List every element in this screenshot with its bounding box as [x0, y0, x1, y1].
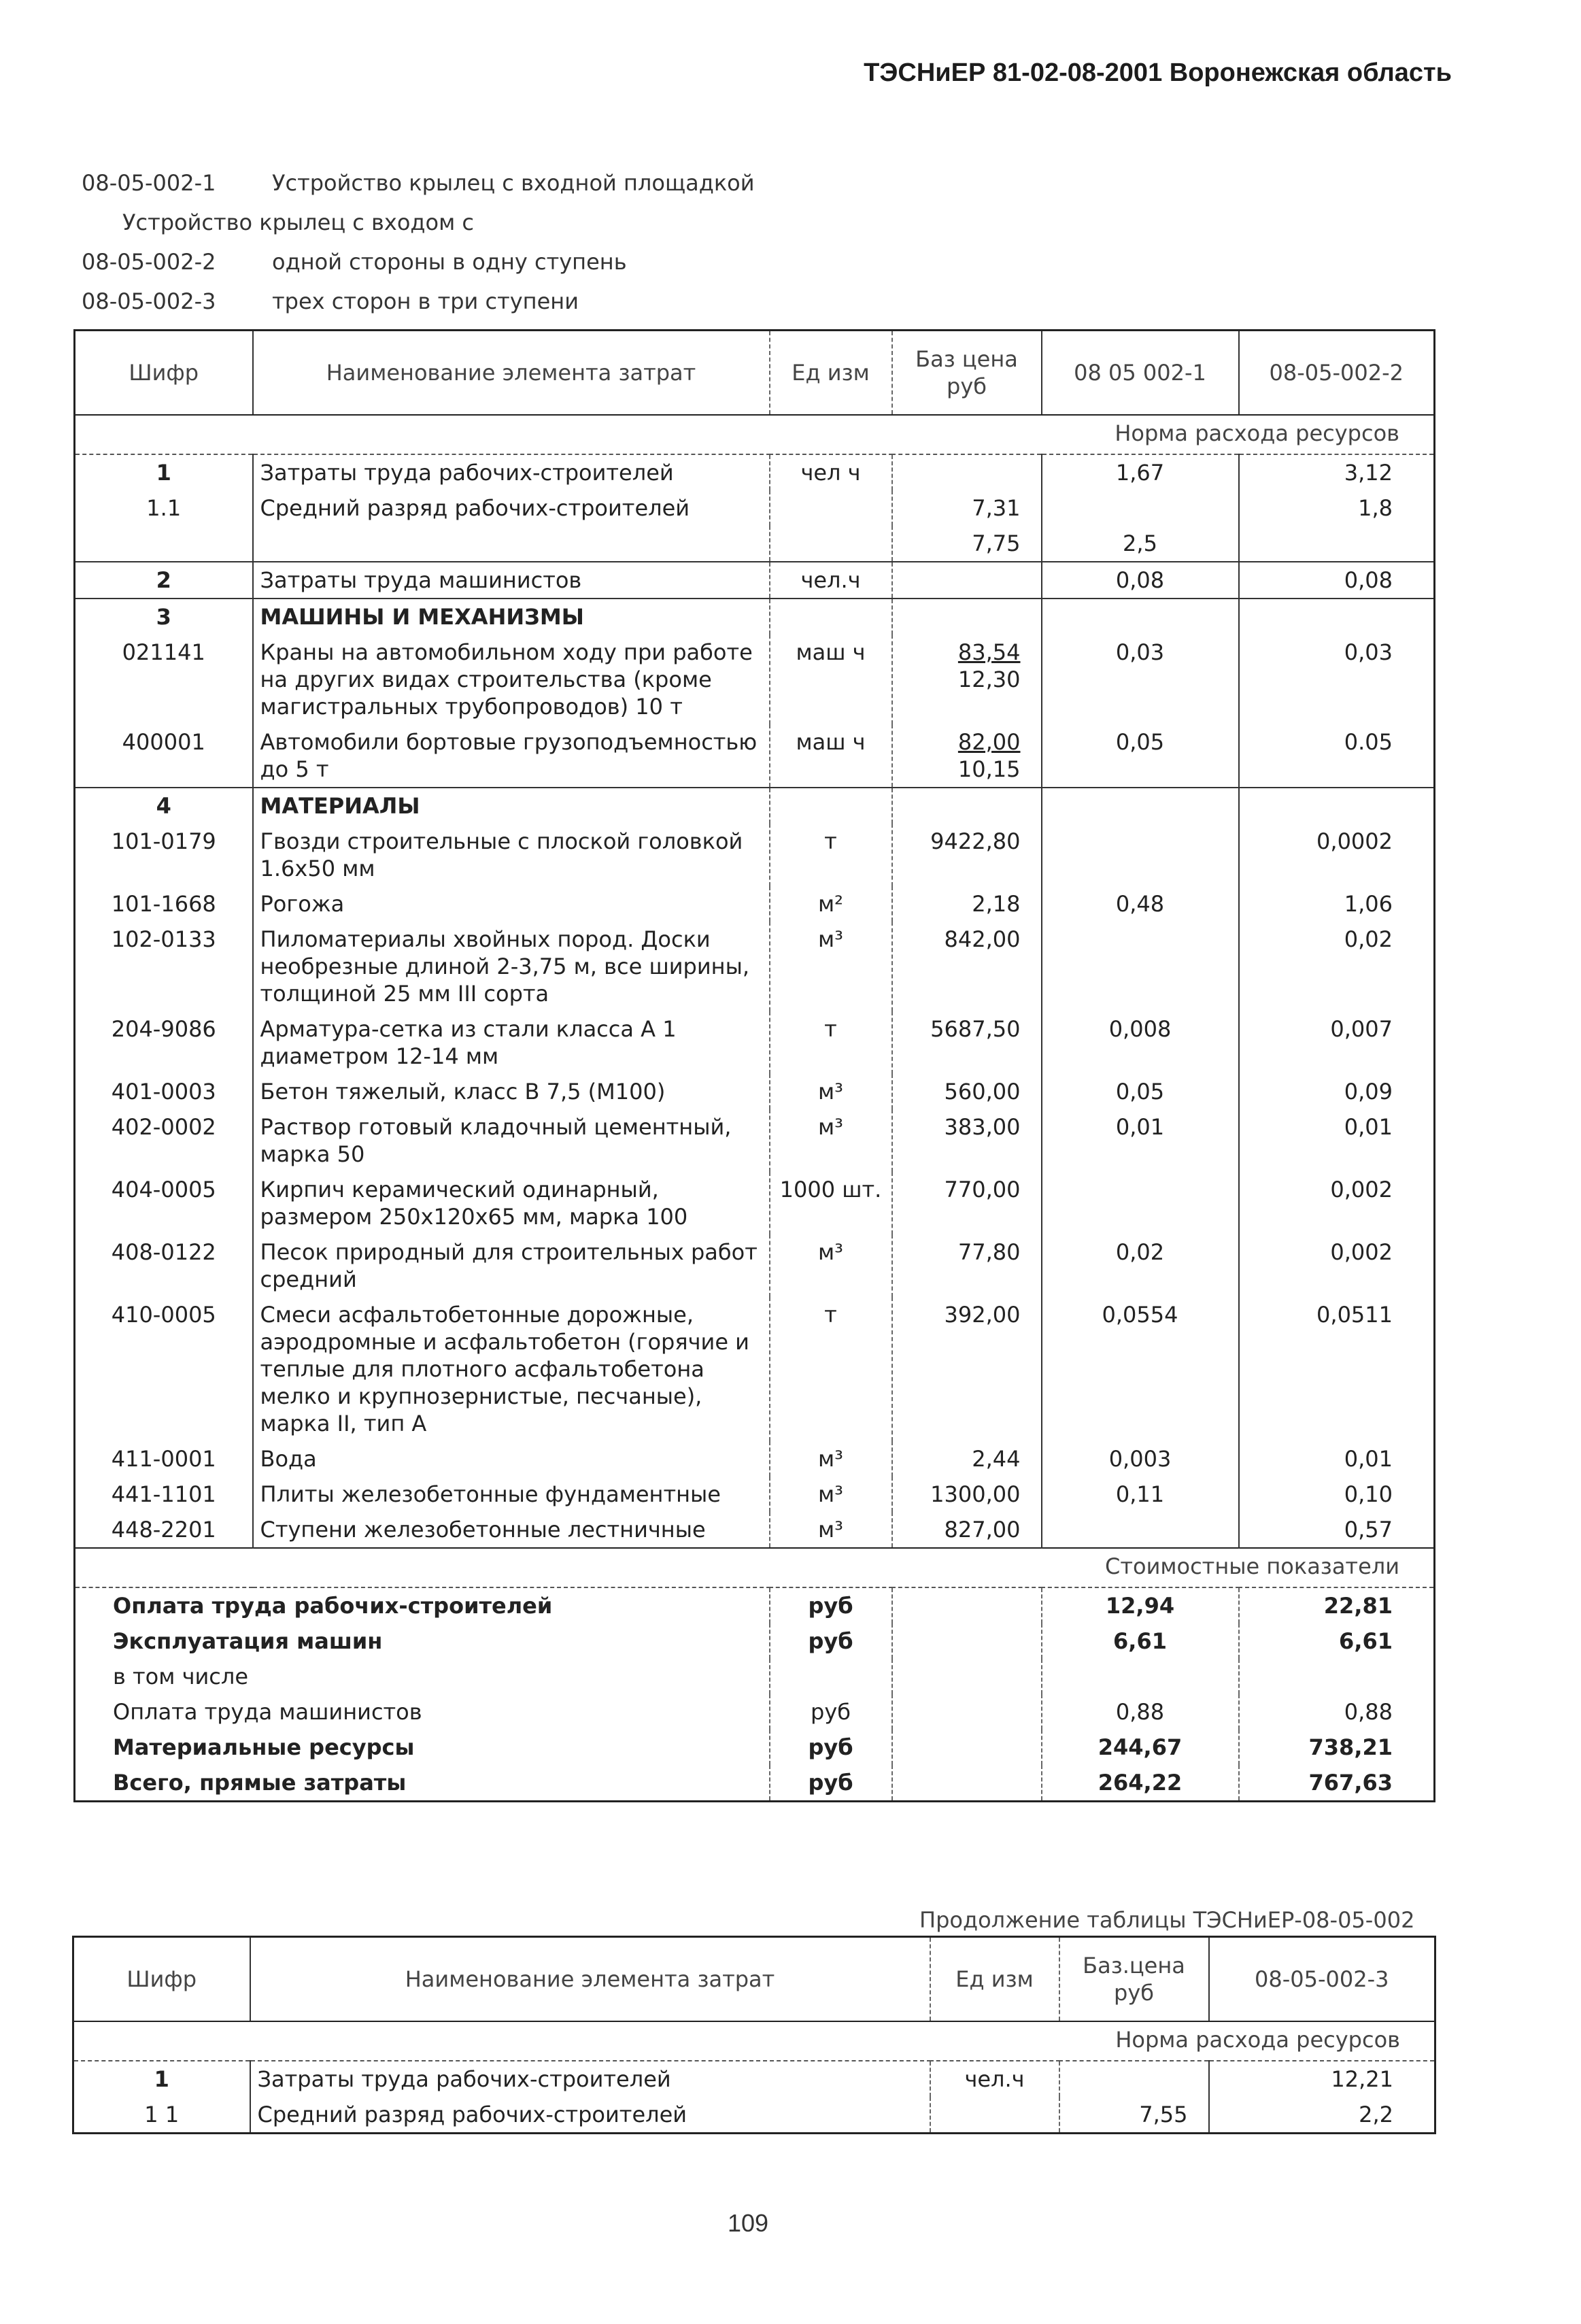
row-variant-2: 1,06 — [1239, 886, 1435, 922]
summary-label: Оплата труда рабочих-строителей — [113, 1593, 553, 1619]
table-row — [75, 454, 1435, 490]
table-row — [75, 635, 1435, 724]
row-variant-2: 0,002 — [1239, 1234, 1435, 1297]
row-unit — [770, 599, 892, 635]
header-unit: Ед изм — [930, 1937, 1059, 2022]
table-row — [75, 490, 1435, 526]
row-name: Арматура-сетка из стали класса А 1 диаметром 12-14 мм — [253, 1011, 770, 1074]
summary-variant-2: 6,61 — [1239, 1623, 1435, 1659]
row-name: Затраты труда рабочих-строителей — [253, 454, 770, 490]
row-price: 7,31 — [892, 490, 1042, 526]
row-variant-1: 0,08 — [1042, 562, 1239, 599]
summary-variant-1: 0,88 — [1042, 1694, 1239, 1730]
row-variant-3: 2,2 — [1209, 2097, 1435, 2134]
row-price: 392,00 — [892, 1297, 1042, 1441]
summary-price-empty — [892, 1587, 1042, 1623]
header-variant-1: 08 05 002-1 — [1042, 331, 1239, 416]
row-unit: 1000 шт. — [770, 1172, 892, 1234]
row-unit: м³ — [770, 1234, 892, 1297]
row-name: Автомобили бортовые грузоподъемностью до 5 т — [253, 724, 770, 788]
table-row — [75, 1441, 1435, 1477]
summary-label: Материальные ресурсы — [113, 1734, 415, 1760]
row-variant-1: 0,008 — [1042, 1011, 1239, 1074]
row-variant-1: 0,02 — [1042, 1234, 1239, 1297]
row-unit — [770, 788, 892, 824]
row-name: Ступени железобетонные лестничные — [253, 1512, 770, 1548]
row-variant-2 — [1239, 526, 1435, 562]
summary-unit — [770, 1659, 892, 1694]
header-name: Наименование элемента затрат — [250, 1937, 930, 2022]
table-row — [75, 599, 1435, 635]
row-variant-1: 0,11 — [1042, 1477, 1239, 1512]
row-name: Затраты труда рабочих-строителей — [250, 2061, 930, 2097]
summary-price-empty — [892, 1694, 1042, 1730]
cost-label: Стоимостные показатели — [75, 1548, 1435, 1587]
intro-text: Устройство крылец с входной площадкой — [272, 170, 755, 196]
row-code: 410-0005 — [111, 1302, 216, 1328]
norm-label-row — [75, 415, 1435, 454]
row-code: 411-0001 — [111, 1446, 216, 1472]
row-code: 1.1 — [146, 495, 182, 521]
row-variant-1 — [1042, 1172, 1239, 1234]
summary-variant-2: 22,81 — [1239, 1587, 1435, 1623]
row-price-value: 82,00 — [957, 729, 1021, 755]
row-variant-2: 0,02 — [1239, 922, 1435, 1011]
row-name: Песок природный для строительных работ средний — [253, 1234, 770, 1297]
row-code: 1 — [154, 2066, 169, 2092]
intro-code: 08-05-002-1 — [82, 170, 216, 196]
row-variant-2: 0.05 — [1239, 724, 1435, 788]
summary-price-empty — [892, 1623, 1042, 1659]
summary-variant-1: 6,61 — [1042, 1623, 1239, 1659]
row-price: 77,80 — [892, 1234, 1042, 1297]
row-variant-1: 0,01 — [1042, 1109, 1239, 1172]
row-variant-2: 3,12 — [1239, 454, 1435, 490]
row-code: 1 1 — [144, 2102, 180, 2127]
table-row — [73, 2097, 1435, 2134]
summary-variant-2: 0,88 — [1239, 1694, 1435, 1730]
table-row — [75, 724, 1435, 788]
norm-label: Норма расхода ресурсов — [75, 415, 1435, 454]
row-name — [253, 526, 770, 562]
row-name: Кирпич керамический одинарный, размером 250х120х65 мм, марка 100 — [253, 1172, 770, 1234]
header-variant-2: 08-05-002-2 — [1239, 331, 1435, 416]
row-unit: чел ч — [770, 454, 892, 490]
row-code: 021141 — [122, 639, 205, 665]
summary-variant-2: 767,63 — [1239, 1765, 1435, 1802]
resource-norm-table-continued — [72, 1936, 1436, 2134]
row-price: 770,00 — [892, 1172, 1042, 1234]
row-name: Пиломатериалы хвойных пород. Доски необрезные длиной 2-3,75 м, все ширины, толщиной 25 мм III сорта — [253, 922, 770, 1011]
row-variant-2: 0,03 — [1239, 635, 1435, 724]
row-variant-2: 1,8 — [1239, 490, 1435, 526]
intro-code: 08-05-002-3 — [82, 288, 216, 314]
row-variant-2: 0,08 — [1239, 562, 1435, 599]
row-code: 2 — [75, 562, 253, 599]
row-price: 842,00 — [892, 922, 1042, 1011]
row-price: 5687,50 — [892, 1011, 1042, 1074]
row-variant-1: 2,5 — [1042, 526, 1239, 562]
header-variant-3: 08-05-002-3 — [1209, 1937, 1435, 2022]
summary-row — [75, 1659, 1435, 1694]
summary-label: Эксплуатация машин — [113, 1628, 383, 1654]
table-row — [75, 1297, 1435, 1441]
table-row — [75, 824, 1435, 886]
row-code: 1 — [156, 460, 171, 486]
row-price — [892, 562, 1042, 599]
header-name: Наименование элемента затрат — [253, 331, 770, 416]
row-code — [75, 526, 253, 562]
row-variant-1: 0,003 — [1042, 1441, 1239, 1477]
row-code: 448-2201 — [111, 1517, 216, 1543]
table-row — [75, 1011, 1435, 1074]
row-variant-3: 12,21 — [1209, 2061, 1435, 2097]
row-name: Бетон тяжелый, класс В 7,5 (М100) — [253, 1074, 770, 1109]
summary-row — [75, 1623, 1435, 1659]
intro-line — [82, 282, 755, 321]
row-price: 383,00 — [892, 1109, 1042, 1172]
header-code: Шифр — [75, 331, 253, 416]
row-price — [892, 724, 1042, 788]
row-variant-1: 0,05 — [1042, 1074, 1239, 1109]
page-number: 109 — [728, 2209, 769, 2237]
header-unit: Ед изм — [770, 331, 892, 416]
row-unit: т — [770, 824, 892, 886]
row-price: 7,55 — [1059, 2097, 1209, 2134]
row-price: 7,75 — [892, 526, 1042, 562]
continuation-title: Продолжение таблицы ТЭСНиЕР-08-05-002 — [919, 1907, 1415, 1933]
row-unit: м³ — [770, 1074, 892, 1109]
summary-label: Оплата труда машинистов — [113, 1699, 422, 1725]
table-row — [75, 1234, 1435, 1297]
row-unit: т — [770, 1011, 892, 1074]
intro-line — [82, 242, 755, 282]
header-price: Баз цена руб — [892, 331, 1042, 416]
row-price — [892, 454, 1042, 490]
table-row — [73, 2061, 1435, 2097]
row-variant-1: 0,0554 — [1042, 1297, 1239, 1441]
row-code: 101-0179 — [111, 828, 216, 854]
summary-unit: руб — [770, 1730, 892, 1765]
row-variant-2 — [1239, 788, 1435, 824]
intro-line — [82, 163, 755, 203]
row-name: МАТЕРИАЛЫ — [253, 788, 770, 824]
summary-unit: руб — [770, 1623, 892, 1659]
row-unit: м³ — [770, 1477, 892, 1512]
row-variant-2: 0,0511 — [1239, 1297, 1435, 1441]
row-name: Средний разряд рабочих-строителей — [253, 490, 770, 526]
row-price-machinist: 10,15 — [957, 756, 1021, 782]
row-code: 404-0005 — [111, 1177, 216, 1202]
row-variant-1: 0,03 — [1042, 635, 1239, 724]
summary-price-empty — [892, 1659, 1042, 1694]
intro-code: 08-05-002-2 — [82, 249, 216, 275]
row-code: 204-9086 — [111, 1016, 216, 1042]
row-code: 400001 — [122, 729, 205, 755]
summary-row — [75, 1730, 1435, 1765]
row-price — [892, 788, 1042, 824]
summary-row — [75, 1694, 1435, 1730]
summary-unit: руб — [770, 1587, 892, 1623]
header-price: Баз.цена руб — [1059, 1937, 1209, 2022]
table-row — [75, 788, 1435, 824]
summary-variant-1: 264,22 — [1042, 1765, 1239, 1802]
table-header-row — [75, 331, 1435, 416]
row-variant-2: 0,10 — [1239, 1477, 1435, 1512]
row-variant-1 — [1042, 788, 1239, 824]
row-price: 9422,80 — [892, 824, 1042, 886]
summary-price-empty — [892, 1730, 1042, 1765]
summary-price-empty — [892, 1765, 1042, 1802]
row-name: Средний разряд рабочих-строителей — [250, 2097, 930, 2134]
table-row — [75, 526, 1435, 562]
table-header-row — [73, 1937, 1435, 2022]
document-header-title: ТЭСНиЕР 81-02-08-2001 Воронежская область — [864, 58, 1452, 87]
row-unit — [770, 526, 892, 562]
row-name: Раствор готовый кладочный цементный, марка 50 — [253, 1109, 770, 1172]
row-code: 3 — [75, 599, 253, 635]
row-name: Смеси асфальтобетонные дорожные, аэродромные и асфальтобетон (горячие и теплые для плотного асфальтобетона мелко и крупнозернистые, песчаные), марка II, тип А — [253, 1297, 770, 1441]
row-unit — [770, 490, 892, 526]
row-unit: м² — [770, 886, 892, 922]
table-row — [75, 562, 1435, 599]
row-price-value: 83,54 — [957, 639, 1021, 665]
row-variant-2: 0,01 — [1239, 1441, 1435, 1477]
row-variant-2: 0,09 — [1239, 1074, 1435, 1109]
row-unit — [930, 2097, 1059, 2134]
row-variant-1 — [1042, 490, 1239, 526]
row-variant-2: 0,01 — [1239, 1109, 1435, 1172]
row-price — [1059, 2061, 1209, 2097]
intro-text: Устройство крылец с входом с — [122, 209, 475, 235]
row-variant-2 — [1239, 599, 1435, 635]
row-unit: м³ — [770, 1512, 892, 1548]
row-price-machinist: 12,30 — [957, 667, 1021, 692]
intro-block — [82, 163, 755, 321]
summary-unit: руб — [770, 1765, 892, 1802]
summary-row — [75, 1587, 1435, 1623]
row-name: Вода — [253, 1441, 770, 1477]
row-variant-1 — [1042, 1512, 1239, 1548]
summary-variant-2: 738,21 — [1239, 1730, 1435, 1765]
row-price — [892, 635, 1042, 724]
header-code: Шифр — [73, 1937, 250, 2022]
row-price: 1300,00 — [892, 1477, 1042, 1512]
cost-label-row — [75, 1548, 1435, 1587]
row-unit: м³ — [770, 922, 892, 1011]
intro-line — [82, 203, 755, 242]
row-variant-1 — [1042, 824, 1239, 886]
row-name: Гвозди строительные с плоской головкой 1.6х50 мм — [253, 824, 770, 886]
row-unit: маш ч — [770, 635, 892, 724]
row-name: Плиты железобетонные фундаментные — [253, 1477, 770, 1512]
row-price: 827,00 — [892, 1512, 1042, 1548]
summary-row — [75, 1765, 1435, 1802]
row-unit: т — [770, 1297, 892, 1441]
row-price — [892, 599, 1042, 635]
row-code: 408-0122 — [111, 1239, 216, 1265]
summary-label: Всего, прямые затраты — [113, 1770, 407, 1796]
row-variant-1: 0,48 — [1042, 886, 1239, 922]
summary-variant-1: 244,67 — [1042, 1730, 1239, 1765]
row-variant-1 — [1042, 599, 1239, 635]
summary-variant-1 — [1042, 1659, 1239, 1694]
row-variant-2: 0,002 — [1239, 1172, 1435, 1234]
row-code: 402-0002 — [111, 1114, 216, 1140]
table-row — [75, 922, 1435, 1011]
row-unit: чел.ч — [770, 562, 892, 599]
row-variant-1: 1,67 — [1042, 454, 1239, 490]
row-name: МАШИНЫ И МЕХАНИЗМЫ — [253, 599, 770, 635]
row-variant-1: 0,05 — [1042, 724, 1239, 788]
table-row — [75, 1477, 1435, 1512]
row-name: Рогожа — [253, 886, 770, 922]
row-price: 560,00 — [892, 1074, 1042, 1109]
row-price: 2,44 — [892, 1441, 1042, 1477]
row-name: Затраты труда машинистов — [253, 562, 770, 599]
norm-label-row — [73, 2021, 1435, 2061]
table-row — [75, 1172, 1435, 1234]
row-code: 441-1101 — [111, 1481, 216, 1507]
intro-text: одной стороны в одну ступень — [272, 249, 627, 275]
row-variant-2: 0,0002 — [1239, 824, 1435, 886]
row-code: 4 — [75, 788, 253, 824]
norm-label: Норма расхода ресурсов — [73, 2021, 1435, 2061]
summary-unit: руб — [770, 1694, 892, 1730]
summary-variant-1: 12,94 — [1042, 1587, 1239, 1623]
row-code: 102-0133 — [111, 926, 216, 952]
row-variant-2: 0,57 — [1239, 1512, 1435, 1548]
table-row — [75, 1074, 1435, 1109]
row-variant-2: 0,007 — [1239, 1011, 1435, 1074]
row-unit: м³ — [770, 1441, 892, 1477]
row-variant-1 — [1042, 922, 1239, 1011]
table-row — [75, 1109, 1435, 1172]
summary-variant-2 — [1239, 1659, 1435, 1694]
row-name: Краны на автомобильном ходу при работе на других видах строительства (кроме магистральных трубопроводов) 10 т — [253, 635, 770, 724]
table-row — [75, 886, 1435, 922]
row-price: 2,18 — [892, 886, 1042, 922]
row-unit: м³ — [770, 1109, 892, 1172]
row-unit: чел.ч — [930, 2061, 1059, 2097]
table-row — [75, 1512, 1435, 1548]
row-unit: маш ч — [770, 724, 892, 788]
summary-label: в том числе — [113, 1664, 248, 1689]
resource-norm-table — [73, 329, 1435, 1802]
row-code: 101-1668 — [111, 891, 216, 917]
intro-text: трех сторон в три ступени — [272, 288, 579, 314]
row-code: 401-0003 — [111, 1079, 216, 1105]
